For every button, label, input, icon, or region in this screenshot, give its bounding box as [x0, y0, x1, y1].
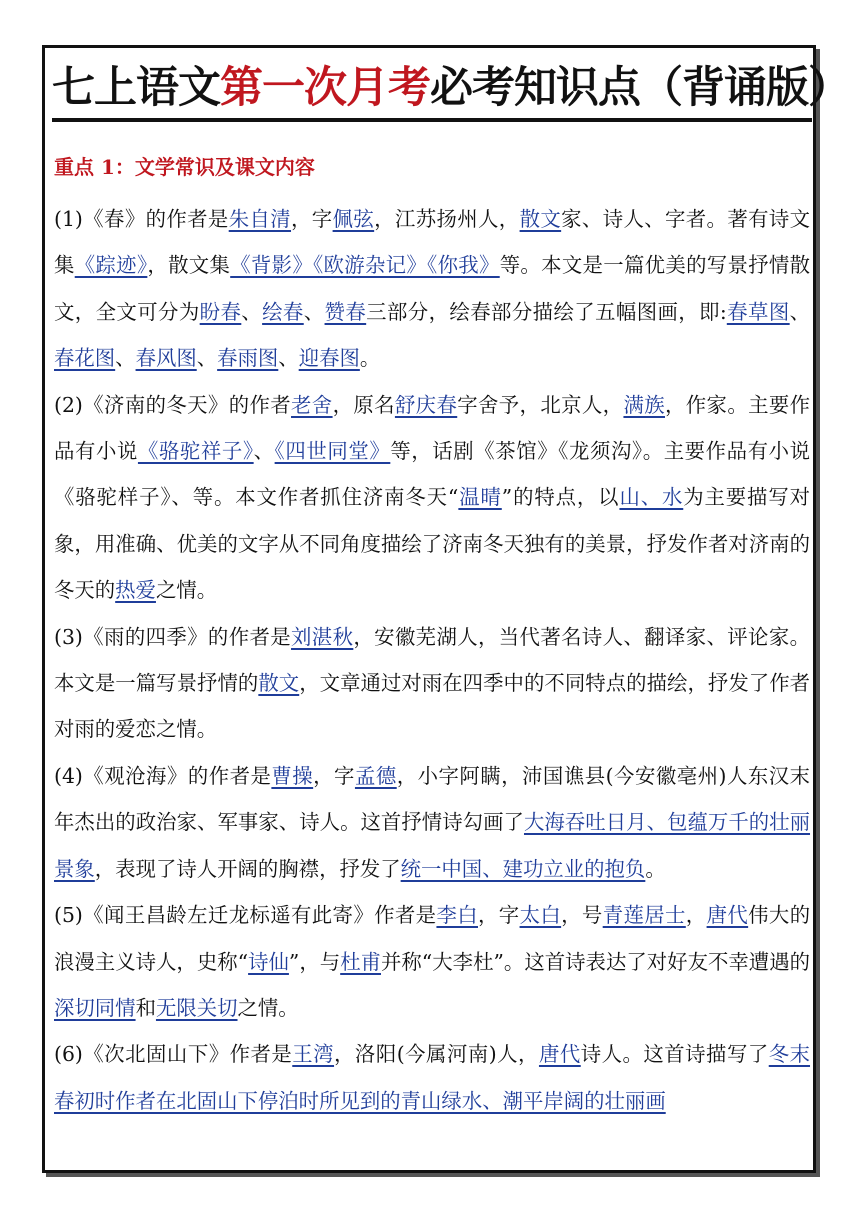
paragraph-text: 、 — [196, 346, 218, 371]
fill-blank-answer: 盼春 — [199, 299, 242, 324]
fill-blank-answer: 曹操 — [271, 763, 314, 788]
paragraph-text: 和 — [135, 995, 156, 1020]
fill-blank-answer: 李白 — [436, 903, 478, 928]
paragraph-text: 为主要描写对象，用准确、优美的文字从不同角度描绘了济南冬天独有的美景，抒发作者对济南的冬天的 — [54, 485, 810, 603]
paragraph-text: ，字 — [313, 763, 355, 788]
paragraph-text: ，原名 — [332, 392, 395, 417]
paragraph-text: 、 — [115, 346, 136, 371]
fill-blank-answer: 老舍 — [291, 392, 333, 417]
fill-blank-answer: 统一中国、建功立业的抱负 — [400, 856, 646, 881]
paragraph-text: 伟大的浪漫主义诗人，史称“ — [54, 903, 811, 974]
title-part-1: 七上语文 — [52, 63, 220, 113]
paragraph-text: ，字 — [291, 207, 333, 231]
knowledge-points-body — [54, 196, 810, 1124]
page-title — [52, 58, 850, 118]
paragraph-text: ，号 — [561, 903, 603, 928]
paragraph-text: ， — [685, 903, 707, 928]
fill-blank-answer: 散文 — [519, 207, 562, 231]
paragraph-text: 家、诗人、字者。著有诗文集 — [54, 207, 811, 278]
fill-blank-answer: 散文 — [258, 671, 300, 696]
fill-blank-answer: 热爱 — [115, 578, 156, 603]
fill-blank-answer: 《踪迹》 — [74, 253, 148, 278]
fill-blank-answer: 温晴 — [458, 485, 502, 510]
fill-blank-answer: 唐代 — [706, 903, 749, 928]
knowledge-point-1 — [54, 196, 810, 382]
knowledge-point-6 — [54, 1031, 810, 1124]
paragraph-text: 。 — [645, 856, 666, 881]
fill-blank-answer: 迎春图 — [298, 346, 360, 371]
fill-blank-answer: 佩弦 — [332, 207, 375, 231]
fill-blank-answer: 《四世同堂》 — [274, 439, 391, 464]
paragraph-text: (1)《春》的作者是 — [54, 207, 229, 231]
fill-blank-answer: 春雨图 — [217, 346, 279, 371]
paragraph-text: ，作家。主要作品有小说 — [54, 392, 811, 464]
fill-blank-answer: 大海吞吐日月、包蕴万千的壮丽景象 — [54, 810, 811, 881]
paragraph-text: 、 — [253, 439, 275, 464]
paragraph-text: ，文章通过对雨在四季中的不同特点的描绘，抒发了作者对雨的爱恋之情。 — [54, 671, 811, 742]
fill-blank-answer: 孟德 — [354, 763, 397, 788]
paragraph-text: ，字 — [478, 903, 520, 928]
knowledge-point-4 — [54, 753, 810, 892]
paragraph-text: 字舍予，北京人， — [457, 392, 624, 417]
fill-blank-answer: 舒庆春 — [394, 392, 458, 417]
paragraph-text: ”，与 — [288, 949, 341, 974]
paragraph-text: 诗人。这首诗描写了 — [580, 1042, 769, 1067]
fill-blank-answer: 王湾 — [292, 1042, 335, 1067]
fill-blank-answer: 绘春 — [262, 299, 304, 324]
paragraph-text: (2)《济南的冬天》的作者 — [54, 392, 292, 417]
fill-blank-answer: 春花图 — [54, 346, 116, 371]
fill-blank-answer: 山、水 — [619, 485, 684, 510]
paragraph-text: 之情。 — [155, 578, 218, 603]
title-underline — [52, 118, 812, 122]
fill-blank-answer: 春草图 — [726, 299, 790, 324]
paragraph-text: 三部分，绘春部分描绘了五幅图画，即: — [366, 299, 727, 324]
fill-blank-answer: 无限关切 — [155, 995, 238, 1020]
paragraph-text: (6)《次北固山下》作者是 — [54, 1042, 293, 1067]
fill-blank-answer: 满族 — [623, 392, 665, 417]
paragraph-text: ”的特点，以 — [501, 485, 620, 510]
fill-blank-answer: 冬末春初时作者在北固山下停泊时所见到的青山绿水、潮平岸阔的壮丽画 — [54, 1042, 811, 1113]
title-part-2: 第一次月考 — [220, 63, 430, 113]
fill-blank-answer: 青莲居士 — [602, 903, 686, 928]
paragraph-text: 并称“大李杜”。这首诗表达了对好友不幸遭遇的 — [381, 949, 810, 974]
knowledge-point-3 — [54, 614, 810, 753]
fill-blank-answer: 太白 — [519, 903, 562, 928]
paragraph-text: 等，话剧《茶馆》《龙须沟》。主要作品有小说《骆驼样子》、等。本文作者抓住济南冬天“ — [54, 439, 810, 510]
paragraph-text: (4)《观沧海》的作者是 — [54, 763, 272, 788]
paragraph-text: 、 — [241, 299, 263, 324]
paragraph-text: ，江苏扬州人， — [374, 207, 520, 231]
fill-blank-answer: 赞春 — [324, 299, 367, 324]
paragraph-text: ，洛阳(今属河南)人， — [334, 1042, 539, 1067]
paragraph-text: 、 — [789, 299, 811, 324]
paragraph-text: 、 — [303, 299, 325, 324]
fill-blank-answer: 杜甫 — [340, 949, 381, 974]
paragraph-text: ，表现了诗人开阔的胸襟，抒发了 — [94, 856, 401, 881]
paragraph-text: ，安徽芜湖人，当代著名诗人、翻译家、评论家。本文是一篇写景抒情的 — [54, 624, 810, 696]
fill-blank-answer: 春风图 — [135, 346, 197, 371]
paragraph-text: 等。本文是一篇优美的写景抒情散文，全文可分为 — [54, 253, 811, 324]
knowledge-point-5 — [54, 892, 810, 1031]
paragraph-text: 、 — [278, 346, 299, 371]
fill-blank-answer: 朱自清 — [228, 207, 292, 231]
fill-blank-answer: 诗仙 — [248, 949, 289, 974]
paragraph-text: (3)《雨的四季》的作者是 — [54, 624, 292, 649]
knowledge-point-2 — [54, 382, 810, 614]
fill-blank-answer: 《背影》《欧游杂记》《你我》 — [230, 253, 500, 278]
fill-blank-answer: 《骆驼祥子》 — [137, 439, 254, 464]
fill-blank-answer: 唐代 — [538, 1042, 581, 1067]
title-part-3: 必考知识点（背诵版） — [430, 63, 850, 113]
paragraph-text: ，散文集 — [147, 253, 231, 278]
paragraph-text: 之情。 — [237, 995, 299, 1020]
paragraph-text: 。 — [359, 346, 381, 371]
fill-blank-answer: 深切同情 — [54, 995, 136, 1020]
paragraph-text: (5)《闻王昌龄左迁龙标遥有此寄》作者是 — [54, 903, 437, 928]
paragraph-text: ，小字阿瞒，沛国谯县(今安徽亳州)人东汉末年杰出的政治家、军事家、诗人。这首抒情诗勾画了 — [54, 763, 810, 835]
fill-blank-answer: 刘湛秋 — [291, 624, 354, 649]
section-heading: 重点 1：文学常识及课文内容 — [54, 155, 315, 179]
